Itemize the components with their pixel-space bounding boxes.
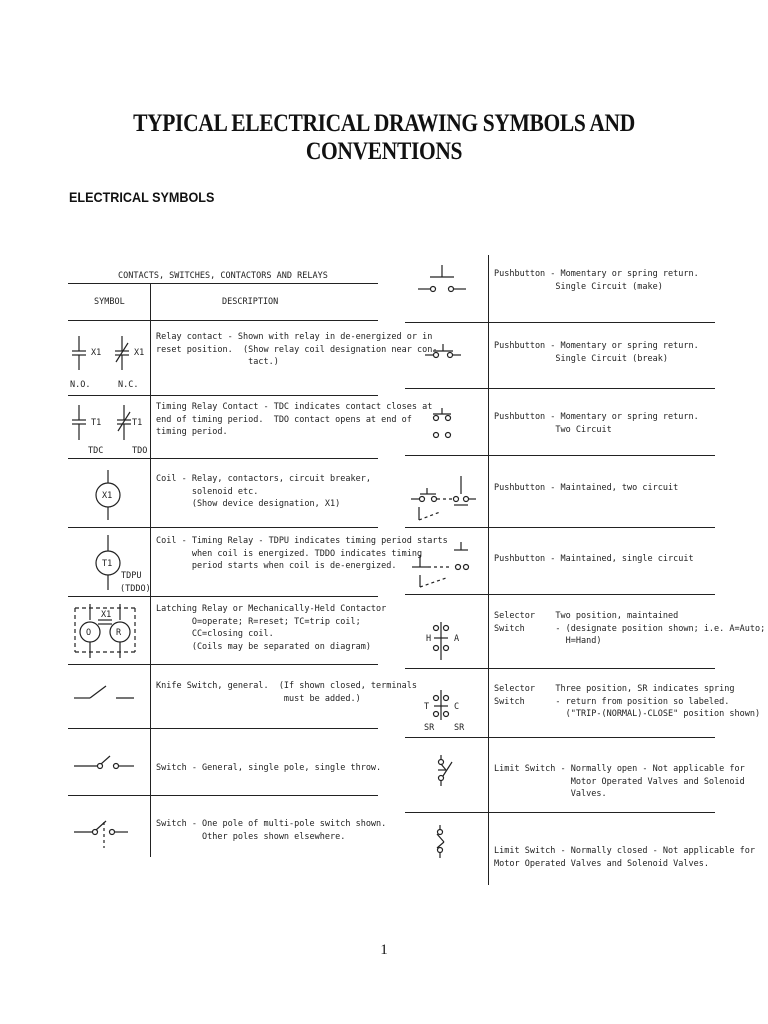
reset-coil-label: R [116,628,122,638]
pushbutton-two-circuit-symbol [433,408,451,438]
no-contact-label: X1 [91,348,102,358]
pushbutton-break-symbol [425,344,461,358]
pushbutton-maintained-single-symbol [412,542,469,587]
trip-position-label: T [424,702,430,712]
tddo-label: (TDDO) [120,584,151,594]
latching-relay-label: X1 [101,610,112,620]
hand-position-label: H [426,634,432,644]
pushbutton-maintained-two-description: Pushbutton - Maintained, two circuit [494,483,679,493]
multipole-switch-description: Switch - One pole of multi-pole switch shown. Other poles shown elsewhere. [156,819,387,842]
trip-spring-return-label: SR [424,723,435,733]
nc-label: N.C. [118,380,139,390]
auto-position-label: A [454,634,460,644]
pushbutton-make-description: Pushbutton - Momentary or spring return. Single Circuit (make) [494,269,699,292]
relay-contact-description: Relay contact - Shown with relay in de-energized or in reset position. (Show relay coil designation near con- tact.) [156,332,438,367]
limit-switch-no-description: Limit Switch - Normally open - Not applicable for Motor Operated Valves and Solenoid Valves. [494,764,745,799]
description-header: DESCRIPTION [222,297,279,307]
tdo-contact-label: T1 [132,418,143,428]
tdpu-label: TDPU [121,571,142,581]
pushbutton-maintained-two-symbol [411,476,476,520]
page-title: TYPICAL ELECTRICAL DRAWING SYMBOLS AND CONVENTIONS [133,110,635,165]
operate-coil-label: O [86,628,92,638]
section-heading: ELECTRICAL SYMBOLS [69,189,215,205]
selector-two-position-description: Selector Two position, maintained Switch - (designate position shown; i.e. A=Auto; H=Hand) [494,611,766,646]
close-position-label: C [454,702,460,712]
timing-relay-coil-description: Coil - Timing Relay - TDPU indicates timing period starts when coil is energized. TDDO indicates timing period starts when coil is de-energized. [156,536,448,571]
no-label: N.O. [70,380,91,390]
symbol-header: SYMBOL [94,297,125,307]
selector-three-position-symbol [434,690,449,720]
selector-three-position-description: Selector Three position, SR indicates spring Switch - return from position so labeled. ("TRIP-(NORMAL)-CLOSE" position shown) [494,684,761,719]
close-spring-return-label: SR [454,723,465,733]
latching-relay-description: Latching Relay or Mechanically-Held Contactor O=operate; R=reset; TC=trip coil; CC=closing coil. (Coils may be separated on diagram) [156,604,387,652]
tdo-label: TDO [132,446,148,456]
limit-switch-nc-symbol [437,825,444,858]
knife-switch-description: Knife Switch, general. (If shown closed, terminals must be added.) [156,681,417,704]
page-number: 1 [380,942,388,958]
nc-contact-label: X1 [134,348,145,358]
pushbutton-make-symbol [418,265,466,292]
timing-coil-label: T1 [102,559,113,569]
coil-description: Coil - Relay, contactors, circuit breaker, solenoid etc. (Show device designation, X1) [156,474,371,509]
switch-spst-description: Switch - General, single pole, single throw. [156,763,382,773]
timing-relay-contact-description: Timing Relay Contact - TDC indicates contact closes at end of timing period. TDO contact opens at end of timing period. [156,402,433,437]
tdc-contact-label: T1 [91,418,102,428]
pushbutton-two-circuit-description: Pushbutton - Momentary or spring return. Two Circuit [494,412,699,435]
pushbutton-maintained-single-description: Pushbutton - Maintained, single circuit [494,554,694,564]
coil-label: X1 [102,491,113,501]
limit-switch-nc-description: Limit Switch - Normally closed - Not applicable for Motor Operated Valves and Solenoid Valves. [494,846,755,869]
tdc-label: TDC [88,446,104,456]
limit-switch-no-symbol [438,755,452,786]
table-caption: CONTACTS, SWITCHES, CONTACTORS AND RELAYS [118,271,328,281]
selector-two-position-symbol [434,622,449,660]
pushbutton-break-description: Pushbutton - Momentary or spring return. Single Circuit (break) [494,341,699,364]
